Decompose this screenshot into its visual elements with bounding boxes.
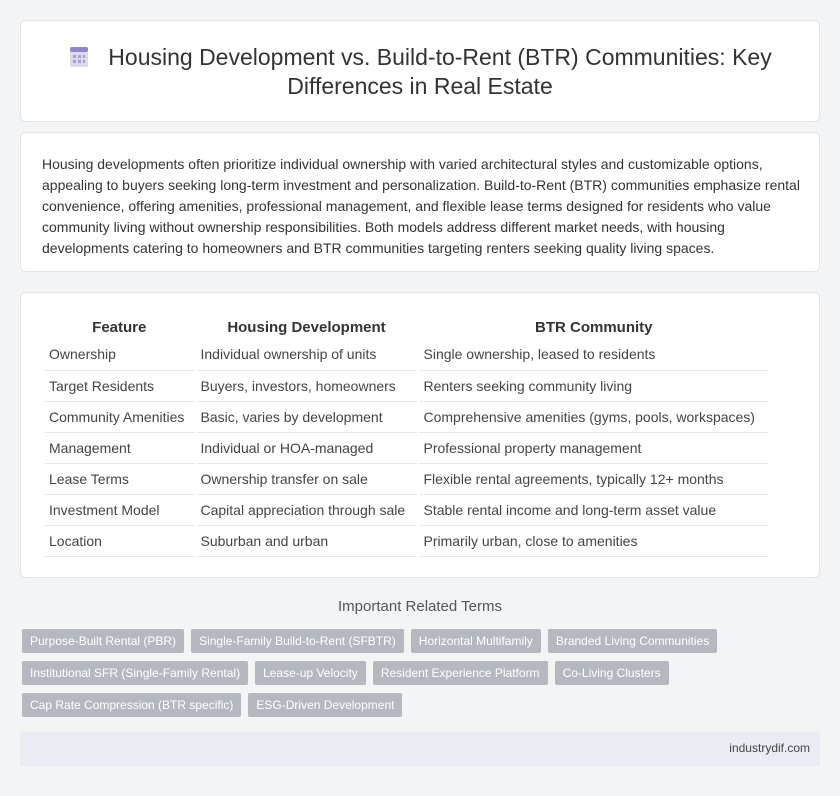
related-term-tag[interactable]: Single-Family Build-to-Rent (SFBTR) — [191, 629, 404, 653]
related-term-tag[interactable]: Institutional SFR (Single-Family Rental) — [22, 661, 248, 685]
row-feature: Community Amenities — [45, 401, 195, 432]
row-feature: Lease Terms — [45, 463, 195, 494]
row-btr-value: Stable rental income and long-term asset value — [418, 494, 768, 525]
row-housing-value: Individual ownership of units — [195, 339, 418, 370]
row-feature: Investment Model — [45, 494, 195, 525]
row-housing-value: Ownership transfer on sale — [195, 463, 418, 494]
row-btr-value: Single ownership, leased to residents — [418, 339, 768, 370]
row-btr-value: Professional property management — [418, 432, 768, 463]
row-btr-value: Comprehensive amenities (gyms, pools, workspaces) — [418, 401, 768, 432]
table-row — [45, 432, 768, 463]
comparison-table — [45, 315, 768, 557]
header-housing-development: Housing Development — [195, 315, 418, 339]
intro-paragraph: Housing developments often prioritize individual ownership with varied architectural styles and customizable options, appealing to buyers seeking long-term investment and personalization. Build-to-Rent (BTR) communities emphasize rental convenience, offering amenities, professional management, and flexible lease terms designed for residents who value community living without ownership responsibilities. Both models address different market needs, with housing developments catering to homeowners and BTR communities targeting renters seeking quality living spaces. — [42, 156, 800, 256]
related-term-tag[interactable]: Purpose-Built Rental (PBR) — [22, 629, 184, 653]
footer-site-link[interactable]: industrydif.com — [729, 741, 810, 755]
tag-row — [22, 693, 822, 717]
related-term-tag[interactable]: Horizontal Multifamily — [411, 629, 541, 653]
table-row — [45, 339, 768, 370]
footer — [20, 732, 820, 766]
table-row — [45, 463, 768, 494]
row-btr-value: Primarily urban, close to amenities — [418, 525, 768, 556]
table-header-row — [45, 315, 768, 339]
row-btr-value: Flexible rental agreements, typically 12+ months — [418, 463, 768, 494]
row-feature: Management — [45, 432, 195, 463]
header-card — [20, 20, 820, 122]
row-btr-value: Renters seeking community living — [418, 370, 768, 401]
row-feature: Ownership — [45, 339, 195, 370]
intro-card — [20, 132, 820, 272]
document-icon — [68, 46, 90, 68]
related-terms-list — [22, 629, 822, 725]
table-row — [45, 494, 768, 525]
tag-row — [22, 661, 822, 685]
row-housing-value: Individual or HOA-managed — [195, 432, 418, 463]
related-term-tag[interactable]: Branded Living Communities — [548, 629, 717, 653]
page-title-wrap — [21, 43, 819, 101]
related-term-tag[interactable]: ESG-Driven Development — [248, 693, 402, 717]
related-term-tag[interactable]: Lease-up Velocity — [255, 661, 366, 685]
related-term-tag[interactable]: Cap Rate Compression (BTR specific) — [22, 693, 241, 717]
related-term-tag[interactable]: Co-Living Clusters — [555, 661, 669, 685]
header-btr-community: BTR Community — [418, 315, 768, 339]
related-term-tag[interactable]: Resident Experience Platform — [373, 661, 548, 685]
row-feature: Target Residents — [45, 370, 195, 401]
table-row — [45, 525, 768, 556]
comparison-table-card — [20, 292, 820, 578]
table-row — [45, 370, 768, 401]
page-title: Housing Development vs. Build-to-Rent (BTR) Communities: Key Differences in Real Estate — [108, 44, 772, 99]
row-housing-value: Suburban and urban — [195, 525, 418, 556]
row-housing-value: Capital appreciation through sale — [195, 494, 418, 525]
tag-row — [22, 629, 822, 653]
header-feature: Feature — [92, 318, 147, 336]
row-housing-value: Basic, varies by development — [195, 401, 418, 432]
related-terms-title: Important Related Terms — [338, 598, 502, 615]
table-row — [45, 401, 768, 432]
row-feature: Location — [45, 525, 195, 556]
row-housing-value: Buyers, investors, homeowners — [195, 370, 418, 401]
